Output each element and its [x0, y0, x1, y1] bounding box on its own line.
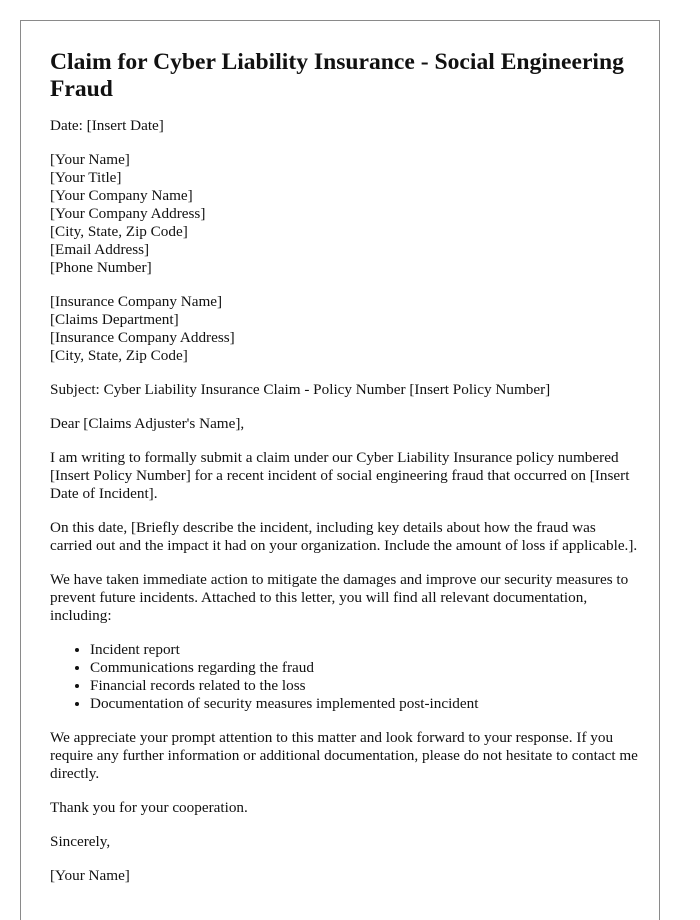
- sender-email: [Email Address]: [50, 241, 150, 258]
- closing-line: Sincerely,: [50, 833, 111, 850]
- recipient-company-name: [Insurance Company Name]: [50, 293, 223, 310]
- list-item: • Communications regarding the fraud: [90, 659, 640, 677]
- subject-line: Subject: Cyber Liability Insurance Claim - Policy Number [Insert Policy Number]: [50, 381, 551, 398]
- recipient-address-block: [50, 293, 640, 365]
- letter-title: Claim for Cyber Liability Insurance - Social Engineering Fraud: [50, 49, 624, 102]
- attachments-list: [50, 641, 640, 713]
- body-paragraph-closing: We appreciate your prompt attention to this matter and look forward to your response. If you require any further information or additional documentation, please do not hesitate to contact me directly.: [50, 729, 638, 782]
- recipient-department: [Claims Department]: [50, 311, 179, 328]
- signature-name: [Your Name]: [50, 867, 130, 884]
- list-item: • Financial records related to the loss: [90, 677, 640, 695]
- recipient-address: [Insurance Company Address]: [50, 329, 235, 346]
- list-item: • Documentation of security measures implemented post-incident: [90, 695, 640, 713]
- thanks-line: Thank you for your cooperation.: [50, 799, 248, 816]
- sender-company-name: [Your Company Name]: [50, 187, 193, 204]
- sender-city-state-zip: [City, State, Zip Code]: [50, 223, 188, 240]
- list-item: • Incident report: [90, 641, 640, 659]
- date-line: Date: [Insert Date]: [50, 117, 164, 134]
- sender-title: [Your Title]: [50, 169, 122, 186]
- sender-company-address: [Your Company Address]: [50, 205, 206, 222]
- sender-name: [Your Name]: [50, 151, 130, 168]
- letter-content: [50, 49, 640, 885]
- sender-address-block: [50, 151, 640, 277]
- body-paragraph-claim: I am writing to formally submit a claim under our Cyber Liability Insurance policy numbered [Insert Policy Number] for a recent incident of social engineering fraud that occurred on [Insert Date of Incident].: [50, 449, 630, 502]
- body-paragraph-actions: We have taken immediate action to mitigate the damages and improve our security measures to prevent future incidents. Attached to this letter, you will find all relevant documentation, including:: [50, 571, 629, 624]
- recipient-city-state-zip: [City, State, Zip Code]: [50, 347, 188, 364]
- salutation: Dear [Claims Adjuster's Name],: [50, 415, 245, 432]
- sender-phone: [Phone Number]: [50, 259, 152, 276]
- letter-page: [20, 20, 660, 920]
- body-paragraph-incident: On this date, [Briefly describe the incident, including key details about how the fraud was carried out and the impact it had on your organization. Include the amount of loss if applicable.].: [50, 519, 638, 554]
